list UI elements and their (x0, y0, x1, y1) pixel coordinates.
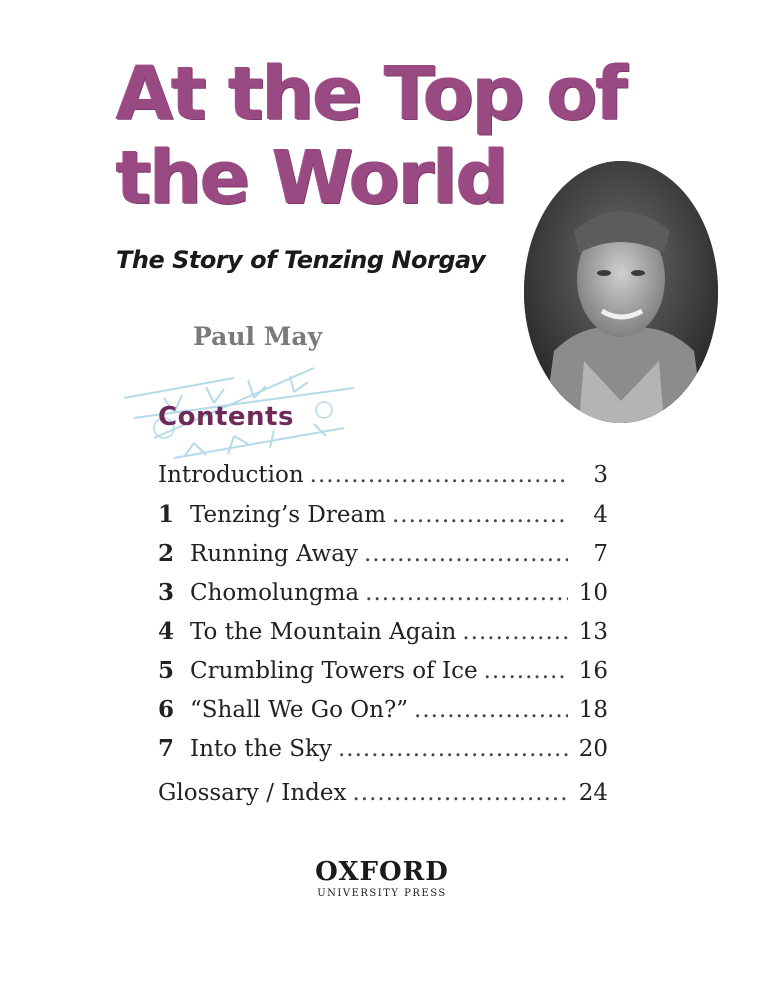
toc-entry-number: 5 (158, 657, 175, 684)
toc-entry-label: Chomolungma (190, 580, 360, 606)
toc-entry[interactable] (158, 501, 608, 540)
toc-entry-page: 24 (578, 780, 608, 806)
toc-entry-label: To the Mountain Again (190, 619, 457, 645)
toc-entry-page: 20 (578, 736, 608, 762)
toc-entry-number: 6 (158, 696, 175, 723)
toc-entry-page: 7 (593, 541, 608, 567)
publisher-name: OXFORD (315, 857, 449, 887)
author-name: Paul May (193, 322, 323, 351)
toc-entry[interactable] (158, 696, 608, 735)
publisher-logo (0, 858, 764, 899)
toc-entry-label: Running Away (190, 541, 358, 567)
toc-entry-number: 3 (158, 579, 175, 606)
book-subtitle: The Story of Tenzing Norgay (116, 246, 486, 274)
toc-entry-number: 7 (158, 735, 175, 762)
toc-entry-page: 16 (578, 658, 608, 684)
toc-entry-label: Introduction (158, 462, 304, 488)
toc-leader-dots (462, 619, 568, 645)
toc-entry[interactable] (158, 657, 608, 696)
toc-entry[interactable] (158, 780, 608, 819)
toc-entry-page: 13 (578, 619, 608, 645)
toc-entry-page: 18 (578, 697, 608, 723)
toc-leader-dots (364, 541, 568, 567)
toc-leader-dots (484, 658, 568, 684)
portrait-photo (524, 161, 718, 423)
portrait-illustration (524, 161, 718, 423)
toc-entry-page: 4 (593, 502, 608, 528)
toc-leader-dots (414, 697, 568, 723)
toc-entry[interactable] (158, 618, 608, 657)
toc-entry-label: Tenzing’s Dream (190, 502, 386, 528)
toc-entry-label: Glossary / Index (158, 780, 347, 806)
toc-entry[interactable] (158, 735, 608, 774)
toc-entry-page: 3 (593, 462, 608, 488)
toc-entry-number: 1 (158, 501, 175, 528)
toc-leader-dots (310, 462, 568, 488)
toc-entry-label: Into the Sky (190, 736, 332, 762)
toc-entry[interactable] (158, 540, 608, 579)
book-title-line-1: At the Top of (116, 51, 626, 137)
toc-leader-dots (352, 780, 568, 806)
toc-entry-number: 4 (158, 618, 175, 645)
toc-entry-page: 10 (578, 580, 608, 606)
toc-entry-label: “Shall We Go On?” (190, 697, 409, 723)
book-title (116, 52, 626, 220)
toc-entry[interactable] (158, 579, 608, 618)
table-of-contents (158, 462, 608, 819)
toc-entry[interactable] (158, 462, 608, 501)
toc-leader-dots (392, 502, 568, 528)
toc-entry-number: 2 (158, 540, 175, 567)
toc-leader-dots (365, 580, 568, 606)
publisher-subname: UNIVERSITY PRESS (317, 888, 447, 899)
contents-heading: Contents (158, 402, 294, 432)
toc-leader-dots (338, 736, 568, 762)
book-title-line-2: the World (116, 135, 507, 221)
toc-entry-label: Crumbling Towers of Ice (190, 658, 478, 684)
